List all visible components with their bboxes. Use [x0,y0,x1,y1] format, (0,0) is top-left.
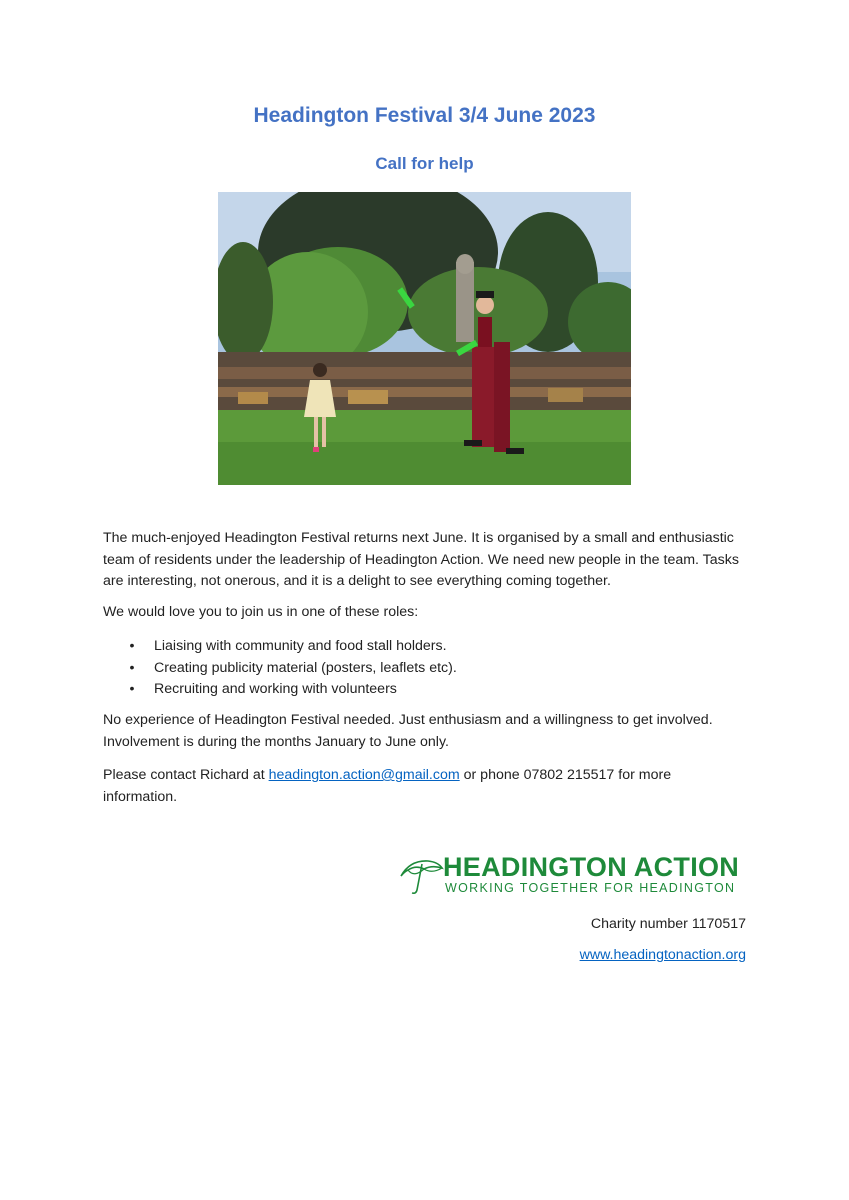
roles-list [103,636,748,701]
list-item [103,658,748,680]
bullet: • [129,681,135,697]
umbrella-icon [398,856,444,896]
contact-text-after: or phone 07802 215517 for more information. [103,767,672,805]
festival-photo [218,192,631,485]
role-text: Liaising with community and food stall holders. [154,638,447,654]
bullet: • [129,659,135,676]
email-link[interactable]: headington.action@gmail.com [268,767,460,783]
experience-paragraph: No experience of Headington Festival needed. Just enthusiasm and a willingness to get involved. Involvement is during the months January to June only. [103,712,713,750]
contact-paragraph [103,765,748,808]
logo-name: HEADINGTON ACTION [443,852,740,882]
website-link[interactable]: www.headingtonaction.org [579,947,746,963]
logo-tagline: WORKING TOGETHER FOR HEADINGTON [445,881,736,895]
festival-stilt-walker-juggling-photo [218,192,631,485]
list-item [103,636,748,658]
page-title: Headington Festival 3/4 June 2023 [253,104,596,127]
role-text: Recruiting and working with volunteers [154,681,397,697]
bullet: • [129,638,135,654]
contact-text: Please contact Richard at [103,767,269,783]
roles-intro: We would love you to join us in one of these roles: [103,604,419,620]
charity-number: Charity number 1170517 [590,916,746,932]
intro-paragraph: The much-enjoyed Headington Festival returns next June. It is organised by a small and enthusiastic team of residents under the leadership of Headington Action. We need new people in the team. Tasks are interesting, not onerous, and it is a delight to see everything coming together. [103,530,739,589]
headington-action-logo [398,852,740,898]
page-subtitle: Call for help [375,154,474,173]
list-item [103,679,748,701]
role-text: Creating publicity material (posters, leaflets etc). [154,659,457,676]
